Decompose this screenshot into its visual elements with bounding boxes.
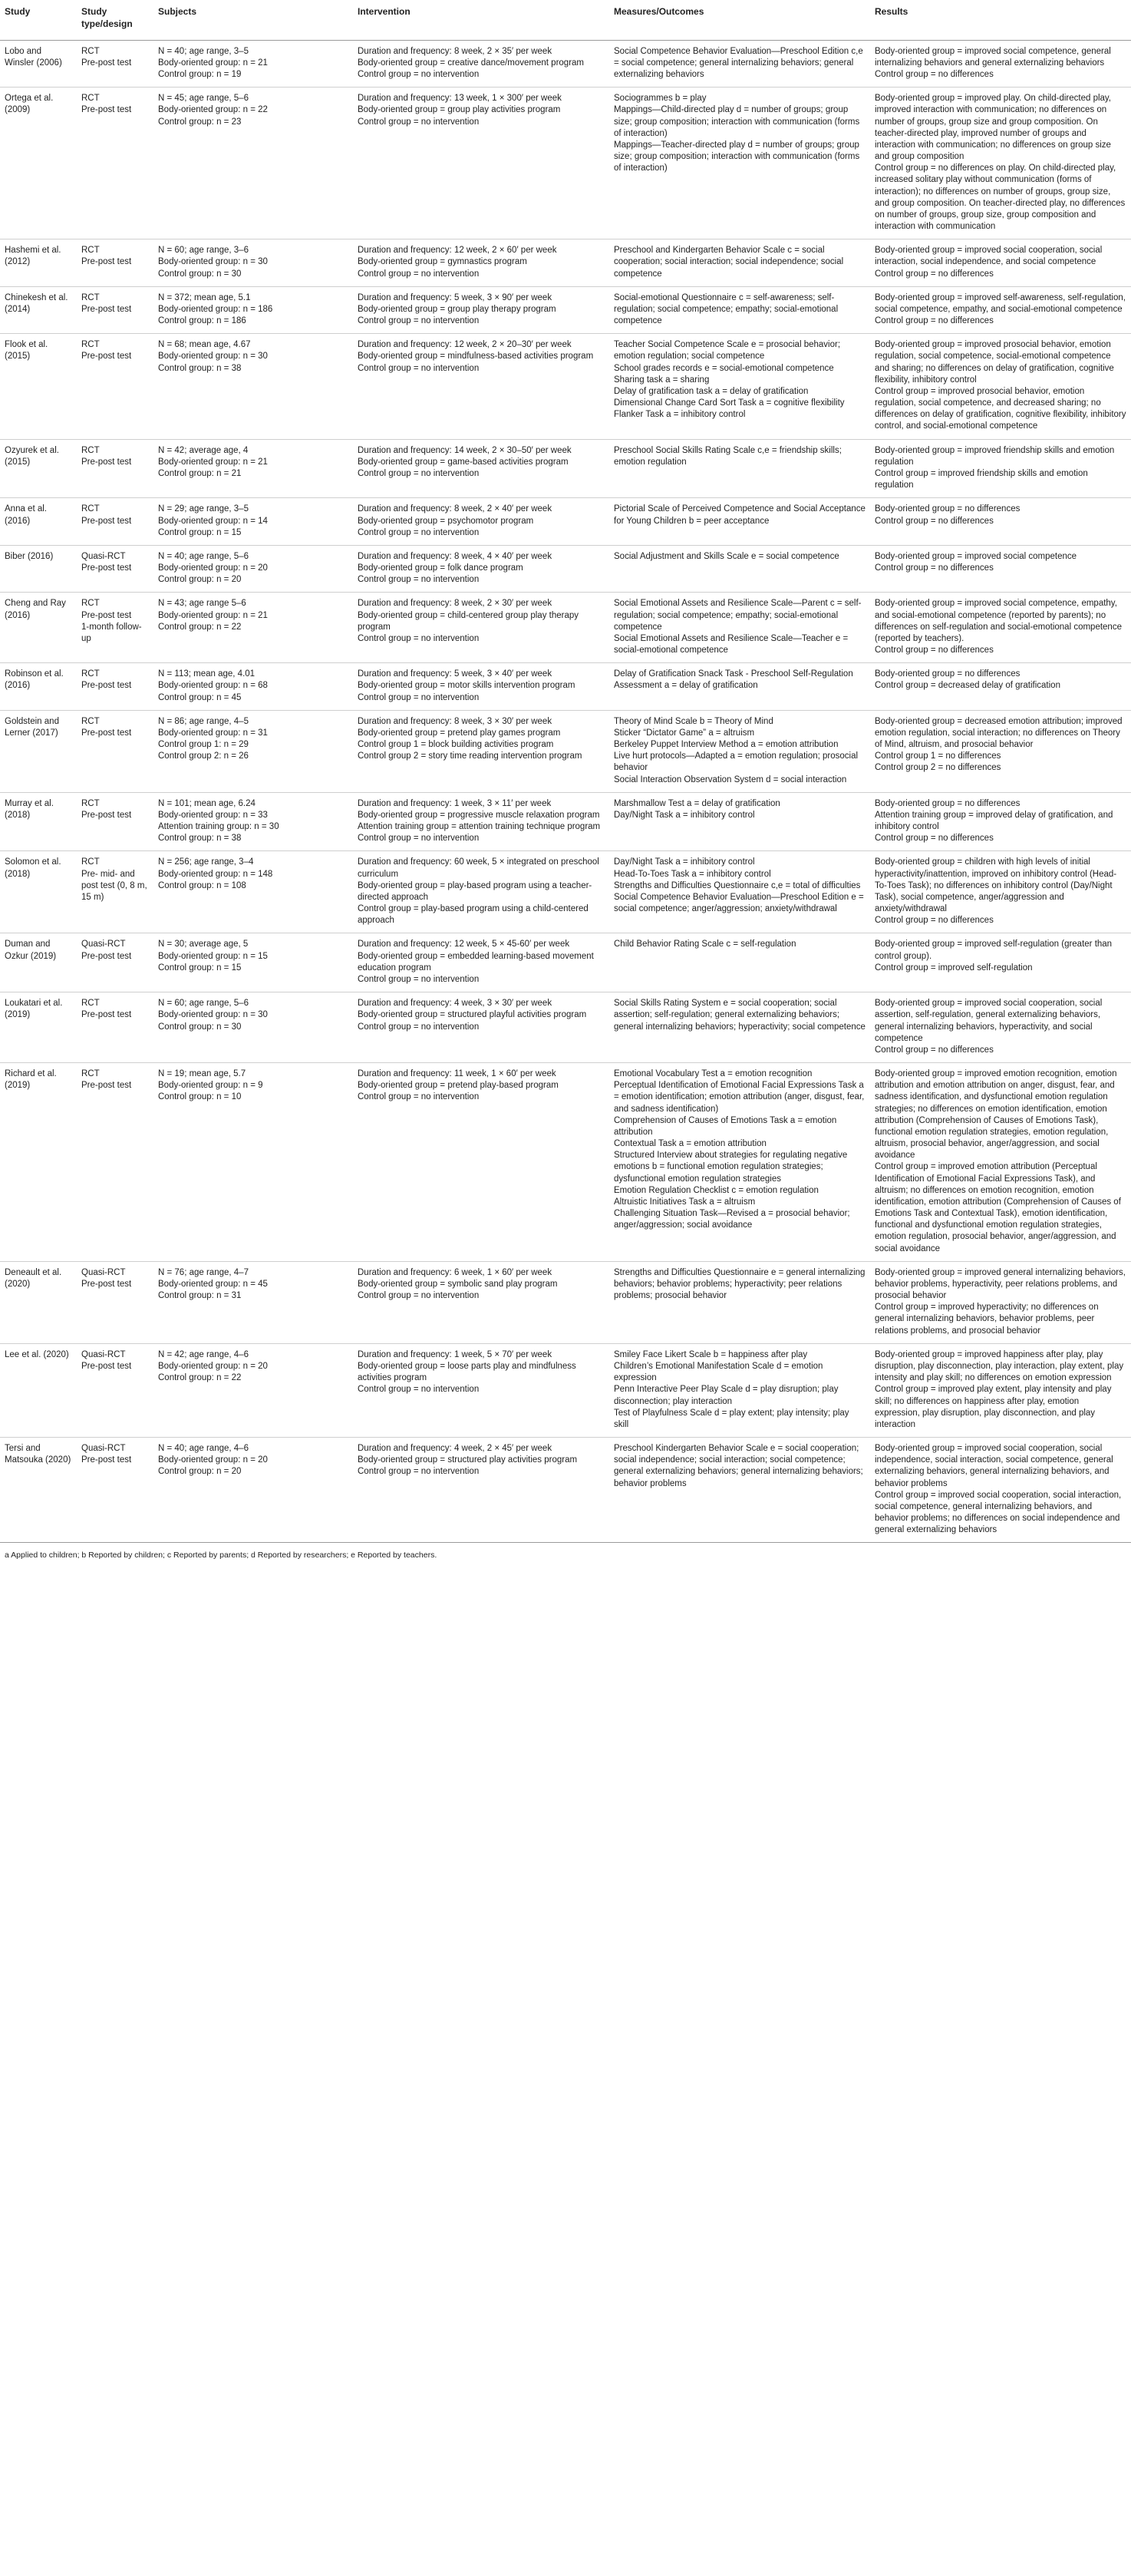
cell-study: Solomon et al. (2018) — [0, 851, 77, 933]
cell-results: Body-oriented group = no differences Control group = no differences — [870, 498, 1131, 546]
cell-study: Cheng and Ray (2016) — [0, 593, 77, 663]
cell-intervention: Duration and frequency: 60 week, 5 × integrated on preschool curriculum Body-oriented group = play-based program using a teacher-directed approach Control group = play-based program using a child-centered approach — [353, 851, 609, 933]
cell-measures: Social-emotional Questionnaire c = self-awareness; self-regulation; social competence; empathy; social-emotional competence — [609, 286, 870, 334]
cell-results: Body-oriented group = no differences Control group = decreased delay of gratification — [870, 663, 1131, 711]
cell-measures: Strengths and Difficulties Questionnaire e = general internalizing behaviors; behavior problems; hyperactivity; peer relations problems; prosocial behavior — [609, 1261, 870, 1343]
cell-subjects: N = 42; age range, 4–6 Body-oriented group: n = 20 Control group: n = 22 — [153, 1343, 353, 1437]
cell-results: Body-oriented group = improved social cooperation, social assertion, self-regulation, general externalizing behaviors, general internalizing behaviors, hyperactivity, and social competence Control group = no differences — [870, 992, 1131, 1063]
cell-design: RCT Pre-post test — [77, 792, 153, 851]
table-row — [0, 1343, 1131, 1437]
cell-results: Body-oriented group = improved happiness after play, play disruption, play disconnection, play interaction, play extent, play intensity and play skill; no differences on emotion expression Control group = improved play extent, play intensity and play skill; no differences on happiness after play, emotion expression, play disruption, play disconnection, and play interaction — [870, 1343, 1131, 1437]
cell-study: Chinekesh et al. (2014) — [0, 286, 77, 334]
cell-results: Body-oriented group = improved play. On child-directed play, improved interaction with communication; no differences on number of groups, group size and group composition. On teacher-directed play, improved number of groups and interaction with communication; no differences on group size and group composition Control group = no differences on play. On child-directed play, increased solitary play without communication (forms of interaction); no differences on number of groups, group size, and group composition. On teacher-directed play, no differences on number of groups, group size, group composition and interaction with communication — [870, 88, 1131, 239]
table-row — [0, 851, 1131, 933]
cell-intervention: Duration and frequency: 14 week, 2 × 30–50′ per week Body-oriented group = game-based activities program Control group = no intervention — [353, 439, 609, 498]
table-body — [0, 40, 1131, 1543]
cell-subjects: N = 68; mean age, 4.67 Body-oriented group: n = 30 Control group: n = 38 — [153, 334, 353, 439]
cell-intervention: Duration and frequency: 4 week, 3 × 30′ per week Body-oriented group = structured playful activities program Control group = no intervention — [353, 992, 609, 1063]
cell-design: Quasi-RCT Pre-post test — [77, 545, 153, 593]
cell-study: Ortega et al. (2009) — [0, 88, 77, 239]
table-row — [0, 334, 1131, 439]
cell-results: Body-oriented group = improved self-awareness, self-regulation, social competence, empathy, and social-emotional competence Control group = no differences — [870, 286, 1131, 334]
cell-design: Quasi-RCT Pre-post test — [77, 1261, 153, 1343]
cell-subjects: N = 45; age range, 5–6 Body-oriented group: n = 22 Control group: n = 23 — [153, 88, 353, 239]
cell-study: Duman and Ozkur (2019) — [0, 933, 77, 992]
cell-measures: Teacher Social Competence Scale e = prosocial behavior; emotion regulation; social competence School grades records e = social-emotional competence Sharing task a = sharing Delay of gratification task a = delay of gratification Dimensional Change Card Sort Task a = cognitive flexibility Flanker Task a = inhibitory control — [609, 334, 870, 439]
cell-design: Quasi-RCT Pre-post test — [77, 1438, 153, 1543]
cell-study: Deneault et al. (2020) — [0, 1261, 77, 1343]
cell-intervention: Duration and frequency: 1 week, 3 × 11′ per week Body-oriented group = progressive muscle relaxation program Attention training group = attention training technique program Control group = no intervention — [353, 792, 609, 851]
cell-design: RCT Pre-post test — [77, 88, 153, 239]
cell-measures: Social Competence Behavior Evaluation—Preschool Edition c,e = social competence; general internalizing behaviors; general externalizing behaviors — [609, 40, 870, 88]
cell-study: Ozyurek et al. (2015) — [0, 439, 77, 498]
cell-results: Body-oriented group = improved prosocial behavior, emotion regulation, social competence, social-emotional competence and sharing; no differences on delay of gratification, cognitive flexibility, inhibitory control Control group = improved prosocial behavior, emotion regulation, social competence, and decreased sharing; no differences on delay of gratification, cognitive flexibility, inhibitory control, and social-emotional competence — [870, 334, 1131, 439]
cell-design: RCT Pre- mid- and post test (0, 8 m, 15 m) — [77, 851, 153, 933]
header-results: Results — [870, 0, 1131, 40]
table-row — [0, 1438, 1131, 1543]
cell-subjects: N = 43; age range 5–6 Body-oriented group: n = 21 Control group: n = 22 — [153, 593, 353, 663]
cell-study: Biber (2016) — [0, 545, 77, 593]
cell-subjects: N = 40; age range, 4–6 Body-oriented group: n = 20 Control group: n = 20 — [153, 1438, 353, 1543]
table-row — [0, 545, 1131, 593]
cell-measures: Marshmallow Test a = delay of gratification Day/Night Task a = inhibitory control — [609, 792, 870, 851]
cell-study: Richard et al. (2019) — [0, 1063, 77, 1262]
cell-intervention: Duration and frequency: 12 week, 2 × 20–30′ per week Body-oriented group = mindfulness-based activities program Control group = no intervention — [353, 334, 609, 439]
cell-subjects: N = 60; age range, 3–6 Body-oriented group: n = 30 Control group: n = 30 — [153, 239, 353, 287]
header-intervention: Intervention — [353, 0, 609, 40]
cell-design: RCT Pre-post test — [77, 40, 153, 88]
cell-design: RCT Pre-post test — [77, 286, 153, 334]
cell-intervention: Duration and frequency: 8 week, 2 × 30′ per week Body-oriented group = child-centered group play therapy program Control group = no intervention — [353, 593, 609, 663]
cell-study: Lee et al. (2020) — [0, 1343, 77, 1437]
cell-study: Lobo and Winsler (2006) — [0, 40, 77, 88]
cell-subjects: N = 60; age range, 5–6 Body-oriented group: n = 30 Control group: n = 30 — [153, 992, 353, 1063]
cell-subjects: N = 101; mean age, 6.24 Body-oriented group: n = 33 Attention training group: n = 30 Control group: n = 38 — [153, 792, 353, 851]
cell-intervention: Duration and frequency: 8 week, 4 × 40′ per week Body-oriented group = folk dance program Control group = no intervention — [353, 545, 609, 593]
table-row — [0, 286, 1131, 334]
cell-subjects: N = 42; average age, 4 Body-oriented group: n = 21 Control group: n = 21 — [153, 439, 353, 498]
cell-intervention: Duration and frequency: 8 week, 3 × 30′ per week Body-oriented group = pretend play games program Control group 1 = block building activities program Control group 2 = story time reading intervention program — [353, 710, 609, 792]
table-row — [0, 710, 1131, 792]
table-row — [0, 1261, 1131, 1343]
table-row — [0, 792, 1131, 851]
cell-subjects: N = 76; age range, 4–7 Body-oriented group: n = 45 Control group: n = 31 — [153, 1261, 353, 1343]
cell-measures: Sociogrammes b = play Mappings—Child-directed play d = number of groups; group size; group composition; interaction with communication (forms of interaction) Mappings—Teacher-directed play d = number of groups; group size; group composition; interaction with communication (forms of interaction) — [609, 88, 870, 239]
cell-subjects: N = 19; mean age, 5.7 Body-oriented group: n = 9 Control group: n = 10 — [153, 1063, 353, 1262]
cell-measures: Preschool and Kindergarten Behavior Scale c = social cooperation; social interaction; social independence; social competence — [609, 239, 870, 287]
cell-subjects: N = 29; age range, 3–5 Body-oriented group: n = 14 Control group: n = 15 — [153, 498, 353, 546]
cell-measures: Pictorial Scale of Perceived Competence and Social Acceptance for Young Children b = peer acceptance — [609, 498, 870, 546]
cell-study: Robinson et al. (2016) — [0, 663, 77, 711]
cell-results: Body-oriented group = decreased emotion attribution; improved emotion regulation, social interaction; no differences on Theory of Mind, altruism, and prosocial behavior Control group 1 = no differences Control group 2 = no differences — [870, 710, 1131, 792]
header-study: Study — [0, 0, 77, 40]
cell-intervention: Duration and frequency: 11 week, 1 × 60′ per week Body-oriented group = pretend play-based program Control group = no intervention — [353, 1063, 609, 1262]
header-row — [0, 0, 1131, 40]
cell-subjects: N = 256; age range, 3–4 Body-oriented group: n = 148 Control group: n = 108 — [153, 851, 353, 933]
cell-measures: Delay of Gratification Snack Task - Preschool Self-Regulation Assessment a = delay of gratification — [609, 663, 870, 711]
table-row — [0, 1063, 1131, 1262]
cell-design: Quasi-RCT Pre-post test — [77, 1343, 153, 1437]
cell-results: Body-oriented group = improved social competence Control group = no differences — [870, 545, 1131, 593]
cell-study: Anna et al. (2016) — [0, 498, 77, 546]
cell-study: Tersi and Matsouka (2020) — [0, 1438, 77, 1543]
cell-measures: Social Skills Rating System e = social cooperation; social assertion; self-regulation; general externalizing behaviors; general internalizing behaviors; hyperactivity; social competence — [609, 992, 870, 1063]
cell-subjects: N = 86; age range, 4–5 Body-oriented group: n = 31 Control group 1: n = 29 Control group 2: n = 26 — [153, 710, 353, 792]
table-row — [0, 88, 1131, 239]
cell-subjects: N = 113; mean age, 4.01 Body-oriented group: n = 68 Control group: n = 45 — [153, 663, 353, 711]
cell-intervention: Duration and frequency: 5 week, 3 × 90′ per week Body-oriented group = group play therapy program Control group = no intervention — [353, 286, 609, 334]
cell-design: RCT Pre-post test — [77, 663, 153, 711]
table-footnote: a Applied to children; b Reported by children; c Reported by parents; d Reported by researchers; e Reported by teachers. — [5, 1551, 437, 1560]
cell-study: Murray et al. (2018) — [0, 792, 77, 851]
cell-measures: Theory of Mind Scale b = Theory of Mind Sticker “Dictator Game” a = altruism Berkeley Puppet Interview Method a = emotion attribution Live hurt protocols—Adapted a = emotion regulation; prosocial behavior Social Interaction Observation System d = social interaction — [609, 710, 870, 792]
cell-measures: Social Adjustment and Skills Scale e = social competence — [609, 545, 870, 593]
cell-results: Body-oriented group = improved friendship skills and emotion regulation Control group = improved friendship skills and emotion regulation — [870, 439, 1131, 498]
cell-results: Body-oriented group = improved self-regulation (greater than control group). Control group = improved self-regulation — [870, 933, 1131, 992]
cell-intervention: Duration and frequency: 5 week, 3 × 40′ per week Body-oriented group = motor skills intervention program Control group = no intervention — [353, 663, 609, 711]
cell-results: Body-oriented group = improved social cooperation, social interaction, social independence, and social competence Control group = no differences — [870, 239, 1131, 287]
table-row — [0, 40, 1131, 88]
cell-results: Body-oriented group = improved social competence, empathy, and social-emotional competence (reported by parents); no differences on self-regulation and social-emotional competence (reported by teachers). Control group = no differences — [870, 593, 1131, 663]
header-design: Study type/design — [77, 0, 153, 40]
cell-intervention: Duration and frequency: 8 week, 2 × 40′ per week Body-oriented group = psychomotor program Control group = no intervention — [353, 498, 609, 546]
cell-design: RCT Pre-post test 1-month follow-up — [77, 593, 153, 663]
cell-intervention: Duration and frequency: 6 week, 1 × 60′ per week Body-oriented group = symbolic sand play program Control group = no intervention — [353, 1261, 609, 1343]
table-row — [0, 933, 1131, 992]
cell-measures: Day/Night Task a = inhibitory control Head-To-Toes Task a = inhibitory control Strengths and Difficulties Questionnaire c,e = total of difficulties Social Competence Behavior Evaluation—Preschool Edition e = social competence; anger/aggression; anxiety/withdrawal — [609, 851, 870, 933]
cell-measures: Preschool Social Skills Rating Scale c,e = friendship skills; emotion regulation — [609, 439, 870, 498]
cell-measures: Child Behavior Rating Scale c = self-regulation — [609, 933, 870, 992]
table-row — [0, 992, 1131, 1063]
cell-measures: Social Emotional Assets and Resilience Scale—Parent c = self-regulation; social competence; empathy; social-emotional competence Social Emotional Assets and Resilience Scale—Teacher e = social-emotional competence — [609, 593, 870, 663]
table-row — [0, 593, 1131, 663]
cell-design: Quasi-RCT Pre-post test — [77, 933, 153, 992]
cell-measures: Smiley Face Likert Scale b = happiness after play Children’s Emotional Manifestation Scale d = emotion expression Penn Interactive Peer Play Scale d = play disruption; play disconnection; play interaction Test of Playfulness Scale d = play extent; play intensity; play skill — [609, 1343, 870, 1437]
cell-subjects: N = 372; mean age, 5.1 Body-oriented group: n = 186 Control group: n = 186 — [153, 286, 353, 334]
cell-study: Goldstein and Lerner (2017) — [0, 710, 77, 792]
header-subjects: Subjects — [153, 0, 353, 40]
header-measures: Measures/Outcomes — [609, 0, 870, 40]
cell-results: Body-oriented group = improved social cooperation, social independence, social interaction, social competence, general externalizing behaviors, general internalizing behaviors, and behavior problems Control group = improved social cooperation, social interaction, social competence, general internalizing behaviors, and behavior problems; no differences on social independence and general externalizing behaviors — [870, 1438, 1131, 1543]
cell-study: Flook et al. (2015) — [0, 334, 77, 439]
cell-results: Body-oriented group = children with high levels of initial hyperactivity/inattention, improved on inhibitory control (Head-To-Toes Task); no differences on inhibitory control (Day/Night Task), social competence, anger/aggression and anxiety/withdrawal Control group = no differences — [870, 851, 1131, 933]
cell-study: Hashemi et al. (2012) — [0, 239, 77, 287]
cell-measures: Emotional Vocabulary Test a = emotion recognition Perceptual Identification of Emotional Facial Expressions Task a = emotion identification; emotion attribution (anger, disgust, fear, and sadness identification) Comprehension of Causes of Emotions Task a = emotion attribution Contextual Task a = emotion attribution Structured Interview about strategies for regulating negative emotions b = functional emotion regulation strategies; dysfunctional emotion regulation strategies Emotion Regulation Checklist c = emotion regulation Altruistic Initiatives Task a = altruism Challenging Situation Task—Revised a = prosocial behavior; anger/aggression; social avoidance — [609, 1063, 870, 1262]
cell-subjects: N = 40; age range, 3–5 Body-oriented group: n = 21 Control group: n = 19 — [153, 40, 353, 88]
cell-intervention: Duration and frequency: 4 week, 2 × 45′ per week Body-oriented group = structured play activities program Control group = no intervention — [353, 1438, 609, 1543]
cell-subjects: N = 40; age range, 5–6 Body-oriented group: n = 20 Control group: n = 20 — [153, 545, 353, 593]
table-row — [0, 439, 1131, 498]
cell-measures: Preschool Kindergarten Behavior Scale e = social cooperation; social independence; social interaction; social competence; general externalizing behaviors; general internalizing behaviors; behavior problems — [609, 1438, 870, 1543]
cell-results: Body-oriented group = improved emotion recognition, emotion attribution and emotion attribution on anger, disgust, fear, and sadness identification, and dysfunctional emotion regulation strategies; no differences on emotion identification, emotion attribution (Comprehension of Causes of Emotions Task), functional emotion regulation strategies, emotion regulation, altruism, prosocial behavior, anger/aggression, and social avoidance Control group = improved emotion attribution (Perceptual Identification of Emotional Facial Expressions Task), and altruism; no differences on emotion recognition, emotion identification, emotion attribution (Comprehension of Causes of Emotions Task and Contextual Task), emotion identification, functional and dysfunctional emotion regulation strategies, emotion regulation, prosocial behavior, anger/aggression, and social avoidance — [870, 1063, 1131, 1262]
table-row — [0, 239, 1131, 287]
cell-intervention: Duration and frequency: 12 week, 2 × 60′ per week Body-oriented group = gymnastics program Control group = no intervention — [353, 239, 609, 287]
cell-subjects: N = 30; average age, 5 Body-oriented group: n = 15 Control group: n = 15 — [153, 933, 353, 992]
cell-results: Body-oriented group = no differences Attention training group = improved delay of gratification, and inhibitory control Control group = no differences — [870, 792, 1131, 851]
cell-design: RCT Pre-post test — [77, 334, 153, 439]
cell-intervention: Duration and frequency: 12 week, 5 × 45-60′ per week Body-oriented group = embedded learning-based movement education program Control group = no intervention — [353, 933, 609, 992]
cell-intervention: Duration and frequency: 13 week, 1 × 300′ per week Body-oriented group = group play activities program Control group = no intervention — [353, 88, 609, 239]
cell-study: Loukatari et al. (2019) — [0, 992, 77, 1063]
cell-results: Body-oriented group = improved general internalizing behaviors, behavior problems, hyperactivity, peer relations problems, and prosocial behavior Control group = improved hyperactivity; no differences on general internalizing behaviors, behavior problems, peer relations problems, and prosocial behavior — [870, 1261, 1131, 1343]
cell-design: RCT Pre-post test — [77, 498, 153, 546]
table-row — [0, 498, 1131, 546]
cell-design: RCT Pre-post test — [77, 992, 153, 1063]
table-row — [0, 663, 1131, 711]
cell-intervention: Duration and frequency: 1 week, 5 × 70′ per week Body-oriented group = loose parts play and mindfulness activities program Control group = no intervention — [353, 1343, 609, 1437]
cell-results: Body-oriented group = improved social competence, general internalizing behaviors and general externalizing behaviors Control group = no differences — [870, 40, 1131, 88]
cell-design: RCT Pre-post test — [77, 239, 153, 287]
cell-design: RCT Pre-post test — [77, 1063, 153, 1262]
cell-intervention: Duration and frequency: 8 week, 2 × 35′ per week Body-oriented group = creative dance/movement program Control group = no intervention — [353, 40, 609, 88]
cell-design: RCT Pre-post test — [77, 439, 153, 498]
cell-design: RCT Pre-post test — [77, 710, 153, 792]
